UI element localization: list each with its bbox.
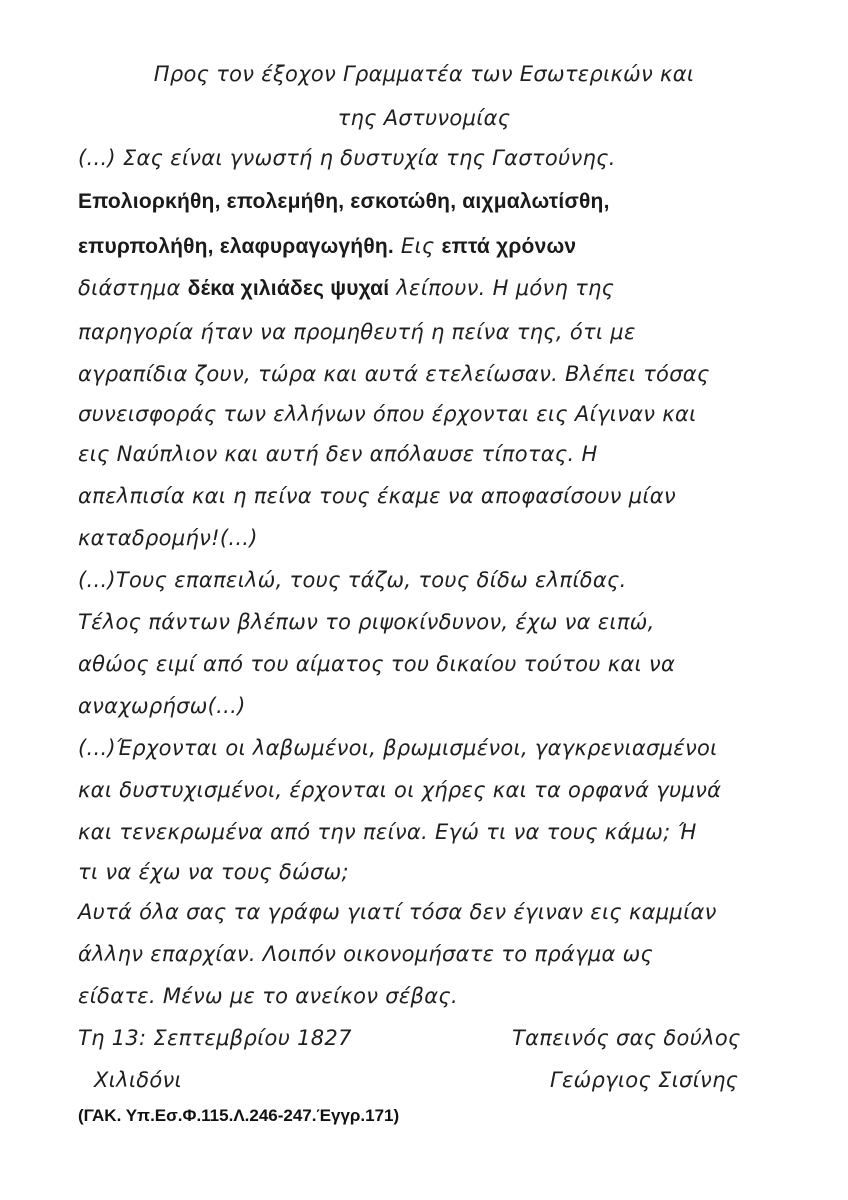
- body-line-21: είδατε. Μένω με το ανείκον σέβας.: [78, 984, 458, 1008]
- body-line-10: καταδρομήν!(...): [78, 526, 258, 550]
- body-line-13: αθώος ειμί από του αίματος του δικαίου τούτου και να: [78, 652, 676, 676]
- body-line-19: Αυτά όλα σας τα γράφω γιατί τόσα δεν έγιναν εις καμμίαν: [78, 900, 717, 924]
- body-line-20: άλλην επαρχίαν. Λοιπόν οικονομήσατε το πράγμα ως: [78, 942, 654, 966]
- body-line-4-plain-2: λείπουν. Η μόνη της: [389, 276, 615, 300]
- body-line-3-bold-2: επτά χρόνων: [441, 235, 577, 258]
- body-line-15: (...)Έρχονται οι λαβωμένοι, βρωμισμένοι, γαγκρενιασμένοι: [78, 736, 718, 760]
- body-line-8: εις Ναύπλιον και αυτή δεν απόλαυσε τίποτας. Η: [78, 442, 598, 466]
- letter-signature: Γεώργιος Σισίνης: [550, 1068, 739, 1092]
- body-line-12: Τέλος πάντων βλέπων το ριψοκίνδυνον, έχω να ειπώ,: [78, 610, 655, 634]
- body-line-1: (...) Σας είναι γνωστή η δυστυχία της Γαστούνης.: [78, 146, 616, 170]
- letter-date: Τη 13: Σεπτεμβρίου 1827: [78, 1026, 352, 1050]
- body-line-14: αναχωρήσω(...): [78, 694, 246, 718]
- letter-place: Χιλιδόνι: [94, 1068, 182, 1092]
- body-line-3-plain: Εις: [393, 234, 442, 258]
- body-line-4: [78, 276, 614, 301]
- body-line-2: Επολιορκήθη, επολεμήθη, εσκοτώθη, αιχμαλωτίσθη,: [78, 190, 610, 213]
- title-line-1: Προς τον έξοχον Γραμματέα των Εσωτερικών και: [153, 62, 695, 86]
- body-line-11: (...)Τους επαπειλώ, τους τάζω, τους δίδω ελπίδας.: [78, 568, 627, 592]
- body-line-18: τι να έχω να τους δώσω;: [78, 860, 349, 884]
- body-line-9: απελπισία και η πείνα τους έκαμε να αποφασίσουν μίαν: [78, 484, 676, 508]
- body-line-4-plain-1: διάστημα: [78, 276, 188, 300]
- body-line-7: συνεισφοράς των ελλήνων όπου έρχονται εις Αίγιναν και: [78, 402, 697, 426]
- letter-signoff: Ταπεινός σας δούλος: [512, 1026, 741, 1050]
- title-line-2: της Αστυνομίας: [337, 106, 511, 130]
- body-line-17: και τενεκρωμένα από την πείνα. Εγώ τι να τους κάμω; Ή: [78, 820, 697, 844]
- body-line-16: και δυστυχισμένοι, έρχονται οι χήρες και τα ορφανά γυμνά: [78, 778, 722, 802]
- body-line-6: αγραπίδια ζουν, τώρα και αυτά ετελείωσαν. Βλέπει τόσας: [78, 362, 710, 386]
- body-line-3: [78, 234, 576, 259]
- body-line-3-bold: επυρπολήθη, ελαφυραγωγήθη.: [78, 235, 394, 258]
- body-line-5: παρηγορία ήταν να προμηθευτή η πείνα της, ότι με: [78, 320, 636, 344]
- archive-reference: (ΓΑΚ. Υπ.Εσ.Φ.115.Λ.246-247.Έγγρ.171): [78, 1106, 400, 1125]
- body-line-4-bold: δέκα χιλιάδες ψυχαί: [187, 277, 390, 300]
